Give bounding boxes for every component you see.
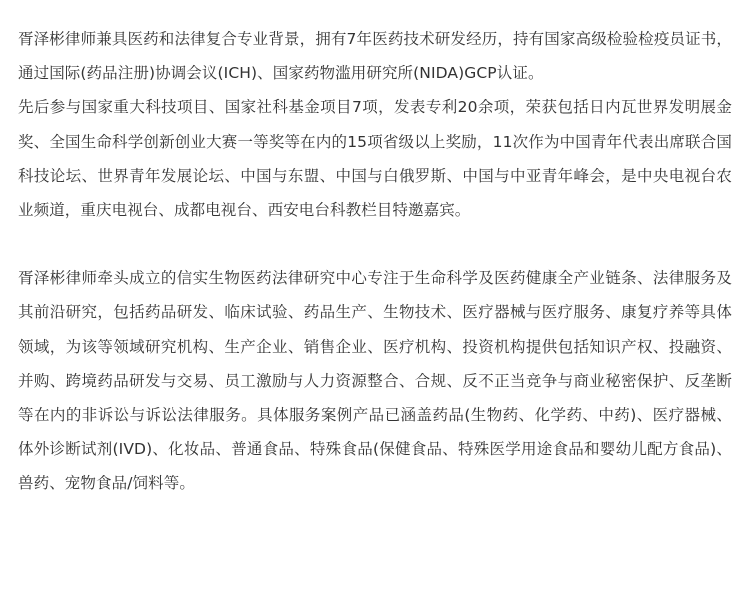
paragraph-spacer (18, 227, 732, 261)
paragraph-research-center: 胥泽彬律师牵头成立的信实生物医药法律研究中心专注于生命科学及医药健康全产业链条、法律服务及其前沿研究，包括药品研发、临床试验、药品生产、生物技术、医疗器械与医疗服务、康复疗养等具体领域，为该等领域研究机构、生产企业、销售企业、医疗机构、投资机构提供包括知识产权、投融资、并购、跨境药品研发与交易、员工激励与人力资源整合、合规、反不正当竞争与商业秘密保护、反垄断等在内的非诉讼与诉讼法律服务。具体服务案例产品已涵盖药品(生物药、化学药、中药)、医疗器械、体外诊断试剂(IVD)、化妆品、普通食品、特殊食品(保健食品、特殊医学用途食品和婴幼儿配方食品)、兽药、宠物食品/饲料等。 (18, 269, 732, 493)
paragraph-achievements: 先后参与国家重大科技项目、国家社科基金项目7项，发表专利20余项，荣获包括日内瓦世界发明展金奖、全国生命科学创新创业大赛一等奖等在内的15项省级以上奖励，11次作为中国青年代表出席联合国科技论坛、世界青年发展论坛、中国与东盟、中国与白俄罗斯、中国与中亚青年峰会，是中央电视台农业频道，重庆电视台、成都电视台、西安电台科教栏目特邀嘉宾。 (18, 98, 732, 220)
paragraph-credentials: 胥泽彬律师兼具医药和法律复合专业背景，拥有7年医药技术研发经历，持有国家高级检验检疫员证书，通过国际(药品注册)协调会议(ICH)、国家药物滥用研究所(NIDA)GCP认证。 (18, 30, 732, 83)
article-body (18, 22, 732, 501)
